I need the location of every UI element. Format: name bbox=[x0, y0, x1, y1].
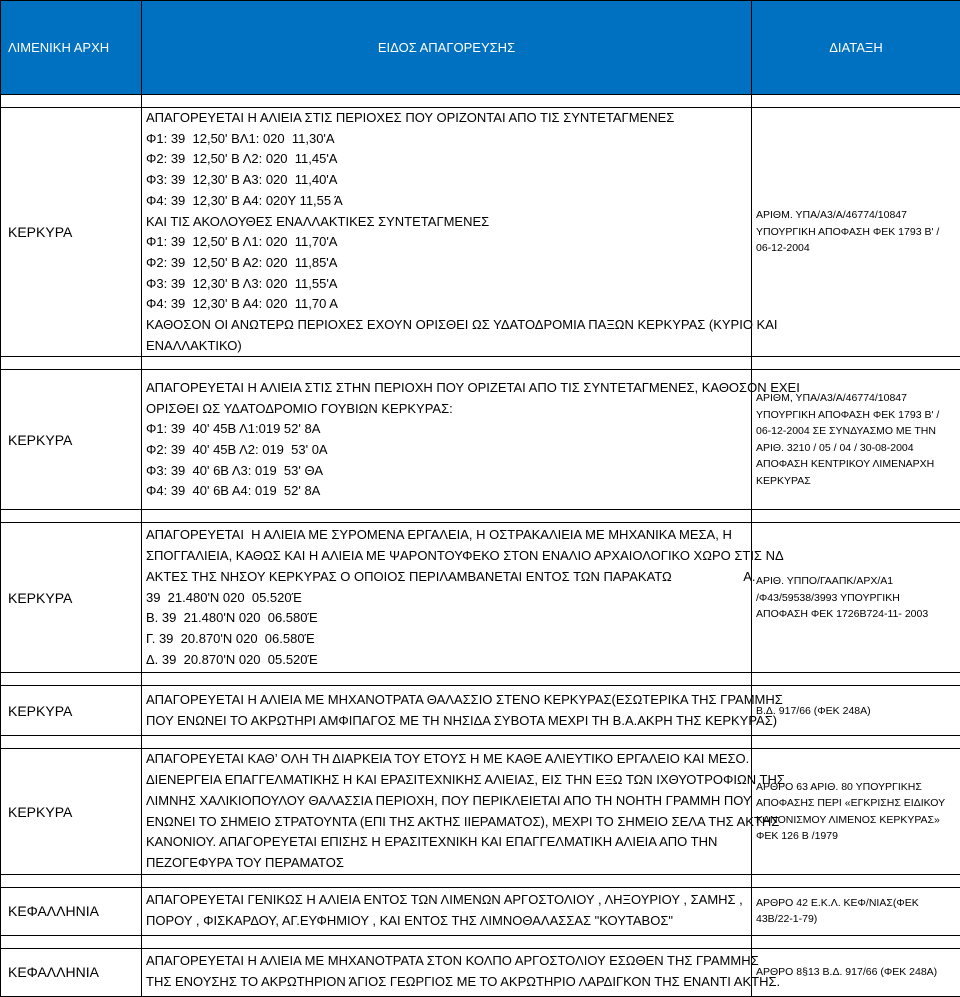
cell-line: ΑΠΑΓΟΡΕΥΕΤΑΙ Η ΑΛΙΕΙΑ ΜΕ ΣΥΡΟΜΕΝΑ ΕΡΓΑΛΕΙΑ, Η ΟΣΤΡΑΚΑΛΙΕΙΑ ΜΕ ΜΗΧΑΝΙΚΑ ΜΕΣΑ, Η bbox=[146, 525, 747, 546]
row-gap bbox=[1, 736, 960, 749]
provision-cell bbox=[752, 749, 960, 874]
table-header-row bbox=[1, 1, 960, 95]
cell-line: Φ1: 39 12,50' ΒΛ1: 020 11,30'Α bbox=[146, 129, 747, 150]
cell-line: ΑΠΟΦΑΣΗ ΚΕΝΤΡΙΚΟΥ ΛΙΜΕΝΑΡΧΗ bbox=[756, 456, 960, 473]
cell-line: ΑΠΑΓΟΡΕΥΕΤΑΙ Η ΑΛΙΕΙΑ ΣΤΙΣ ΣΤΗΝ ΠΕΡΙΟΧΗ ΠΟΥ ΟΡΙΖΕΤΑΙ ΑΠΟ ΤΙΣ ΣΥΝΤΕΤΑΓΜΕΝΕΣ, ΚΑΘΟΣΟΝ ΕΧΕΙ bbox=[146, 378, 747, 399]
provision-cell bbox=[752, 948, 960, 996]
cell-line: Φ2: 39 12,50' Β Α2: 020 11,85'Α bbox=[146, 253, 747, 274]
cell-line: Φ4: 39 40' 6Β Α4: 019 52' 8Α bbox=[146, 481, 747, 502]
provision-cell bbox=[752, 887, 960, 935]
prohibition-cell bbox=[142, 108, 752, 357]
table-row bbox=[1, 887, 960, 935]
provision-cell bbox=[752, 523, 960, 673]
cell-line: 06-12-2004 bbox=[756, 240, 960, 257]
cell-line: Φ3: 39 12,30' Β Α3: 020 11,40'Α bbox=[146, 170, 747, 191]
provision-cell bbox=[752, 108, 960, 357]
cell-line: 06-12-2004 ΣΕ ΣΥΝΔΥΑΣΜΟ ΜΕ ΤΗΝ bbox=[756, 423, 960, 440]
table-row bbox=[1, 523, 960, 673]
cell-line: ΑΠΑΓΟΡΕΥΕΤΑΙ Η ΑΛΙΕΙΑ ΜΕ ΜΗΧΑΝΟΤΡΑΤΑ ΣΤΟΝ ΚΟΛΠΟ ΑΡΓΟΣΤΟΛΙΟΥ ΕΣΩΘΕΝ ΤΗΣ ΓΡΑΜΜΗΣ bbox=[146, 951, 747, 972]
header-provision: ΔΙΑΤΑΞΗ bbox=[752, 1, 960, 95]
cell-line: ΣΠΟΓΓΑΛΙΕΙΑ, ΚΑΘΩΣ ΚΑΙ Η ΑΛΙΕΙΑ ΜΕ ΨΑΡΟΝΤΟΥΦΕΚΟ ΣΤΟΝ ΕΝΑΛΙΟ ΑΡΧΑΙΟΛΟΓΙΚΟ ΧΩΡΟ ΣΤΙΣ ΝΔ bbox=[146, 546, 747, 567]
authority-cell: ΚΕΡΚΥΡΑ bbox=[1, 749, 142, 874]
row-gap bbox=[1, 510, 960, 523]
table-row bbox=[1, 948, 960, 996]
prohibition-cell bbox=[142, 948, 752, 996]
cell-line: ΕΝΑΛΛΑΚΤΙΚΟ) bbox=[146, 336, 747, 357]
cell-line: /Φ43/59538/3993 ΥΠΟΥΡΓΙΚΗ bbox=[756, 590, 960, 607]
cell-line: Δ. 39 20.870'Ν 020 05.520Έ bbox=[146, 650, 747, 671]
cell-line: ΚΑΝΟΝΙΣΜΟΥ ΛΙΜΕΝΟΣ ΚΕΡΚΥΡΑΣ» bbox=[756, 812, 960, 829]
cell-line: ΑΠΑΓΟΡΕΥΕΤΑΙ Η ΑΛΙΕΙΑ ΜΕ ΜΗΧΑΝΟΤΡΑΤΑ ΘΑΛΑΣΣΙΟ ΣΤΕΝΟ ΚΕΡΚΥΡΑΣ(ΕΣΩΤΕΡΙΚΑ ΤΗΣ ΓΡΑΜΜΗΣ bbox=[146, 690, 747, 711]
cell-line: ΑΠΟΦΑΣΗΣ ΠΕΡΙ «ΕΓΚΡΙΣΗΣ ΕΙΔΙΚΟΥ bbox=[756, 795, 960, 812]
cell-line: Φ3: 39 12,30' Β Λ3: 020 11,55'Α bbox=[146, 274, 747, 295]
cell-line: ΑΡΘΡΟ 42 Ε.Κ.Λ. ΚΕΦ/ΝΙΑΣ(ΦΕΚ bbox=[756, 895, 960, 912]
cell-line: Β.Δ. 917/66 (ΦΕΚ 248Α) bbox=[756, 703, 960, 720]
header-prohibition-type: ΕΙΔΟΣ ΑΠΑΓΟΡΕΥΣΗΣ bbox=[142, 1, 752, 95]
cell-line: ΤΗΣ ΕΝΟΥΣΗΣ ΤΟ ΑΚΡΩΤΗΡΙΟΝ ΆΓΙΟΣ ΓΕΩΡΓΙΟΣ ΜΕ ΤΟ ΑΚΡΩΤΗΡΙΟ ΛΑΡΔΙΓΚΟΝ ΤΗΣ ΕΝΑΝΤΙ ΑΚΤΗΣ. bbox=[146, 972, 747, 993]
header-authority: ΛΙΜΕΝΙΚΗ ΑΡΧΗ bbox=[1, 1, 142, 95]
cell-line: ΑΠΟΦΑΣΗ ΦΕΚ 1726Β724-11- 2003 bbox=[756, 606, 960, 623]
table-row bbox=[1, 370, 960, 510]
prohibition-cell bbox=[142, 887, 752, 935]
table-row bbox=[1, 686, 960, 736]
prohibition-cell bbox=[142, 749, 752, 874]
cell-line: Φ1: 39 12,50' Β Λ1: 020 11,70'Α bbox=[146, 232, 747, 253]
cell-line: ΑΠΑΓΟΡΕΥΕΤΑΙ ΓΕΝΙΚΩΣ Η ΑΛΙΕΙΑ ΕΝΤΟΣ ΤΩΝ ΛΙΜΕΝΩΝ ΑΡΓΟΣΤΟΛΙΟΥ , ΛΗΞΟΥΡΙΟΥ , ΣΑΜΗΣ , bbox=[146, 890, 747, 911]
cell-line: ΑΠΑΓΟΡΕΥΕΤΑΙ ΚΑΘ’ ΟΛΗ ΤΗ ΔΙΑΡΚΕΙΑ ΤΟΥ ΕΤΟΥΣ Η ΜΕ ΚΑΘΕ ΑΛΙΕΥΤΙΚΟ ΕΡΓΑΛΕΙΟ ΚΑΙ ΜΕΣΟ. bbox=[146, 749, 747, 770]
row-gap bbox=[1, 874, 960, 887]
cell-line: ΔΙΕΝΕΡΓΕΙΑ ΕΠΑΓΓΕΛΜΑΤΙΚΗΣ Η ΚΑΙ ΕΡΑΣΙΤΕΧΝΙΚΗΣ ΑΛΙΕΙΑΣ, ΕΙΣ ΤΗΝ ΕΞΩ ΤΩΝ ΙΧΘΥΟΤΡΟΦΙΩΝ ΤΗΣ bbox=[146, 770, 747, 791]
row-gap bbox=[1, 95, 960, 108]
cell-line: ΛΙΜΝΗΣ ΧΑΛΙΚΙΟΠΟΥΛΟΥ ΘΑΛΑΣΣΙΑ ΠΕΡΙΟΧΗ, ΠΟΥ ΠΕΡΙΚΛΕΙΕΤΑΙ ΑΠΟ ΤΗ ΝΟΗΤΗ ΓΡΑΜΜΗ ΠΟΥ bbox=[146, 791, 747, 812]
cell-line: ΚΑΘΟΣΟΝ ΟΙ ΑΝΩΤΕΡΩ ΠΕΡΙΟΧΕΣ ΕΧΟΥΝ ΟΡΙΣΘΕΙ ΩΣ ΥΔΑΤΟΔΡΟΜΙΑ ΠΑΞΩΝ ΚΕΡΚΥΡΑΣ (ΚΥΡΙΟ ΚΑΙ bbox=[146, 315, 747, 336]
prohibition-cell bbox=[142, 686, 752, 736]
row-gap bbox=[1, 673, 960, 686]
table-row bbox=[1, 108, 960, 357]
cell-line: Β. 39 21.480'Ν 020 06.580Έ bbox=[146, 608, 747, 629]
cell-line: Φ4: 39 12,30' Β Α4: 020 11,70 Α bbox=[146, 294, 747, 315]
authority-cell: ΚΕΦΑΛΛΗΝΙΑ bbox=[1, 948, 142, 996]
cell-line: Γ. 39 20.870'Ν 020 06.580Έ bbox=[146, 629, 747, 650]
cell-line: ΥΠΟΥΡΓΙΚΗ ΑΠΟΦΑΣΗ ΦΕΚ 1793 Β' / bbox=[756, 224, 960, 241]
cell-line: ΑΡΙΘΜ. ΥΠΑ/Α3/Α/46774/10847 bbox=[756, 207, 960, 224]
cell-line: ΑΚΤΕΣ ΤΗΣ ΝΗΣΟΥ ΚΕΡΚΥΡΑΣ Ο ΟΠΟΙΟΣ ΠΕΡΙΛΑΜΒΑΝΕΤΑΙ ΕΝΤΟΣ ΤΩΝ ΠΑΡΑΚΑΤΩ Α. bbox=[146, 567, 747, 588]
authority-cell: ΚΕΡΚΥΡΑ bbox=[1, 108, 142, 357]
cell-line: Φ2: 39 40' 45Β Λ2: 019 53' 0Α bbox=[146, 440, 747, 461]
cell-line: ΑΡΙΘ. 3210 / 05 / 04 / 30-08-2004 bbox=[756, 440, 960, 457]
table-row bbox=[1, 749, 960, 874]
cell-line: Φ4: 39 12,30' Β Α4: 020Υ 11,55 Ά bbox=[146, 191, 747, 212]
cell-line: ΕΝΩΝΕΙ ΤΟ ΣΗΜΕΙΟ ΣΤΡΑΤΟΥΝΤΑ (ΕΠΙ ΤΗΣ ΑΚΤΗΣ ΙΙΕΡΑΜΑΤΟΣ), ΜΕΧΡΙ ΤΟ ΣΗΜΕΙΟ ΣΕΛΑ ΤΗΣ ΑΚΤΗΣ bbox=[146, 812, 747, 833]
provision-cell bbox=[752, 370, 960, 510]
cell-line: ΚΕΡΚΥΡΑΣ bbox=[756, 473, 960, 490]
cell-line: ΠΕΖΟΓΕΦΥΡΑ ΤΟΥ ΠΕΡΑΜΑΤΟΣ bbox=[146, 853, 747, 874]
cell-line: ΑΡΙΘΜ, ΥΠΑ/Α3/Α/46774/10847 bbox=[756, 390, 960, 407]
cell-line: ΟΡΙΣΘΕΙ ΩΣ ΥΔΑΤΟΔΡΟΜΙΟ ΓΟΥΒΙΩΝ ΚΕΡΚΥΡΑΣ: bbox=[146, 399, 747, 420]
cell-line: ΠΟΥ ΕΝΩΝΕΙ ΤΟ ΑΚΡΩΤΗΡΙ ΑΜΦΙΠΑΓΟΣ ΜΕ ΤΗ ΝΗΣΙΔΑ ΣΥΒΟΤΑ ΜΕΧΡΙ ΤΗ Β.Α.ΑΚΡΗ ΤΗΣ ΚΕΡΚΥΡΑΣ) bbox=[146, 711, 747, 732]
cell-line: ΚΑΙ ΤΙΣ ΑΚΟΛΟΥΘΕΣ ΕΝΑΛΛΑΚΤΙΚΕΣ ΣΥΝΤΕΤΑΓΜΕΝΕΣ bbox=[146, 212, 747, 233]
cell-line: ΠΟΡΟΥ , ΦΙΣΚΑΡΔΟΥ, ΑΓ.ΕΥΦΗΜΙΟΥ , ΚΑΙ ΕΝΤΟΣ ΤΗΣ ΛΙΜΝΟΘΑΛΑΣΣΑΣ "ΚΟΥΤΑΒΟΣ" bbox=[146, 911, 747, 932]
cell-line: ΦΕΚ 126 Β /1979 bbox=[756, 828, 960, 845]
prohibition-cell bbox=[142, 370, 752, 510]
cell-line: ΑΠΑΓΟΡΕΥΕΤΑΙ Η ΑΛΙΕΙΑ ΣΤΙΣ ΠΕΡΙΟΧΕΣ ΠΟΥ ΟΡΙΖΟΝΤΑΙ ΑΠΟ ΤΙΣ ΣΥΝΤΕΤΑΓΜΕΝΕΣ bbox=[146, 108, 747, 129]
cell-line: ΑΡΘΡΟ 63 ΑΡΙΘ. 80 ΥΠΟΥΡΓΙΚΗΣ bbox=[756, 779, 960, 796]
cell-line: Φ2: 39 12,50' Β Λ2: 020 11,45'Α bbox=[146, 149, 747, 170]
row-gap bbox=[1, 357, 960, 370]
cell-line: Φ3: 39 40' 6Β Λ3: 019 53' ΘΑ bbox=[146, 461, 747, 482]
authority-cell: ΚΕΦΑΛΛΗΝΙΑ bbox=[1, 887, 142, 935]
authority-cell: ΚΕΡΚΥΡΑ bbox=[1, 686, 142, 736]
table-body bbox=[1, 95, 960, 997]
authority-cell: ΚΕΡΚΥΡΑ bbox=[1, 523, 142, 673]
cell-line: 43Β/22-1-79) bbox=[756, 911, 960, 928]
cell-line: ΑΡΙΘ. ΥΠΠΟ/ΓΑΑΠΚ/ΑΡΧ/Α1 bbox=[756, 573, 960, 590]
cell-line: ΥΠΟΥΡΓΙΚΗ ΑΠΟΦΑΣΗ ΦΕΚ 1793 Β' / bbox=[756, 407, 960, 424]
cell-line: ΚΑΝΟΝΙΟΥ. ΑΠΑΓΟΡΕΥΕΤΑΙ ΕΠΙΣΗΣ Η ΕΡΑΣΙΤΕΧΝΙΚΗ ΚΑΙ ΕΠΑΓΓΕΛΜΑΤΙΚΗ ΑΛΙΕΙΑ ΑΠΟ ΤΗΝ bbox=[146, 832, 747, 853]
cell-line: ΑΡΘΡΟ 8§13 Β.Δ. 917/66 (ΦΕΚ 248Α) bbox=[756, 964, 960, 981]
authority-cell: ΚΕΡΚΥΡΑ bbox=[1, 370, 142, 510]
cell-line: Φ1: 39 40' 45Β Λ1:019 52' 8Α bbox=[146, 419, 747, 440]
prohibition-cell bbox=[142, 523, 752, 673]
cell-line: 39 21.480'Ν 020 05.520Έ bbox=[146, 588, 747, 609]
row-gap bbox=[1, 935, 960, 948]
